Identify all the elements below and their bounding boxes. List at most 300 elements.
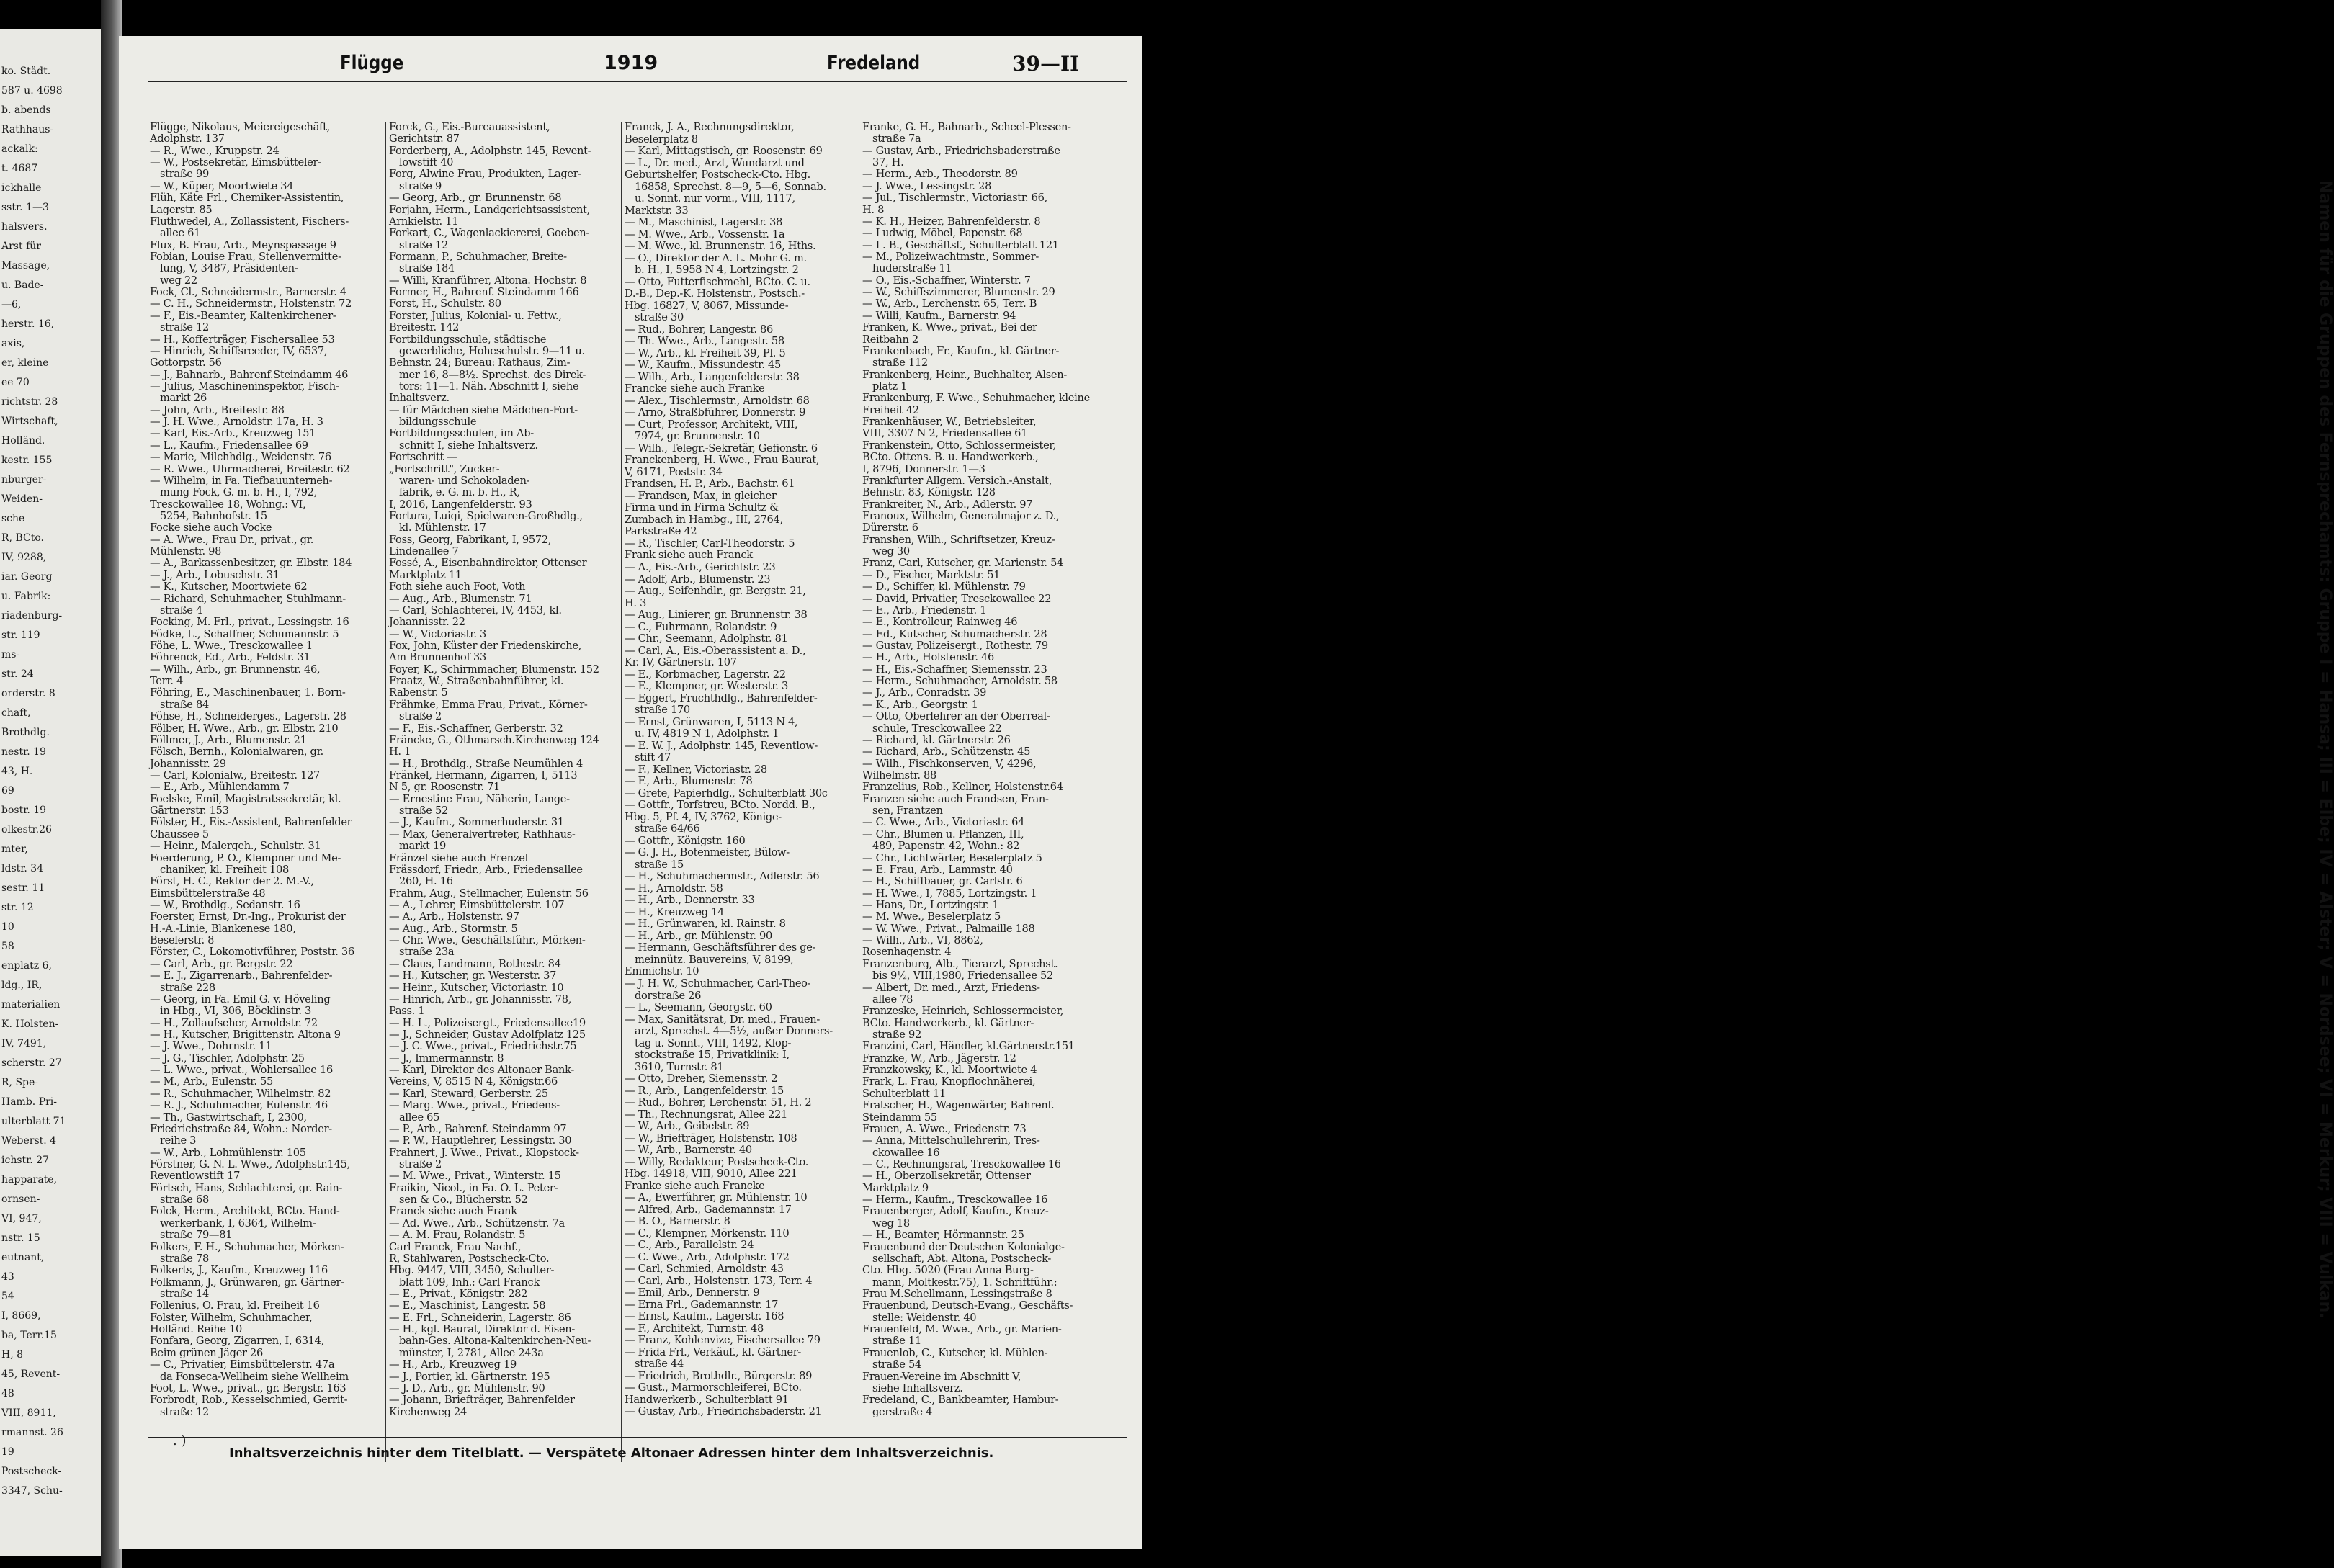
directory-entry-line: — C. Wwe., Arb., Adolphstr. 172 (625, 1250, 790, 1263)
directory-entry-line: — H. L., Polizeisergt., Friedensallee19 (389, 1016, 586, 1029)
directory-entry-line: N 5, gr. Roosenstr. 71 (389, 781, 501, 794)
directory-entry-line: — W., Arb., kl. Freiheit 39, Pl. 5 (625, 346, 786, 359)
directory-entry-line: — C., Klempner, Mörkenstr. 110 (625, 1227, 790, 1240)
directory-entry-line: — L. B., Geschäftsf., Schulterblatt 121 (862, 238, 1059, 251)
directory-entry-line: Freiheit 42 (862, 403, 919, 416)
directory-entry-line: chaniker, kl. Freiheit 108 (160, 863, 289, 876)
directory-entry-line: — E., Kontrolleur, Rainweg 46 (862, 616, 1018, 629)
directory-entry-line: Fortbildungsschule, städtische (389, 333, 547, 346)
directory-entry-line: Tresckowallee 18, Wohng.: VI, (150, 498, 306, 511)
facing-page-text: sche (1, 513, 25, 524)
directory-entry-line: — A., Barkassenbesitzer, gr. Elbstr. 184 (150, 557, 352, 570)
directory-entry-line: Franz, Carl, Kutscher, gr. Marienstr. 54 (862, 557, 1064, 570)
facing-page-text: Rathhaus- (1, 124, 54, 135)
directory-entry-line: Franzenburg, Alb., Tierarzt, Sprechst. (862, 957, 1058, 970)
directory-entry-line: waren- und Schokoladen- (399, 474, 530, 487)
directory-entry-line: H.-A.-Linie, Blankenese 180, (150, 922, 296, 935)
directory-entry-line: Handwerkerb., Schulterblatt 91 (625, 1393, 789, 1406)
facing-page-text: orderstr. 8 (1, 688, 55, 699)
directory-entry-line: straße 78 (160, 1252, 209, 1265)
directory-entry-line: — R. J., Schuhmacher, Eulenstr. 46 (150, 1099, 328, 1112)
facing-page-text: 19 (1, 1446, 14, 1458)
directory-entry-line: Franzen siehe auch Frandsen, Fran- (862, 792, 1049, 805)
directory-column-3 (625, 122, 869, 1462)
directory-entry-line: Flügge, Nikolaus, Meiereigeschäft, (150, 121, 331, 133)
directory-entry-line: Frank siehe auch Franck (625, 549, 753, 562)
directory-entry-line: — Aug., Arb., Stormstr. 5 (389, 922, 518, 935)
directory-entry-line: Zumbach in Hambg., III, 2764, (625, 513, 783, 526)
telephone-groups-note: Namen für die Gruppen des Fernsprechamts: Gruppe I = Hansa; III = Elbe; IV = Alster; V = Nordsee; VI = Merkur; VIII = Vulkan. (2316, 180, 2334, 1319)
directory-column-4 (862, 122, 1107, 1462)
directory-entry-line: — H., Arnoldstr. 58 (625, 882, 723, 895)
directory-entry-line: Focke siehe auch Vocke (150, 521, 272, 534)
directory-entry-line: — F., Eis.-Schaffner, Gerberstr. 32 (389, 722, 563, 735)
directory-entry-line: Forster, Julius, Kolonial- u. Fettw., (389, 309, 562, 322)
directory-entry-line: straße 12 (160, 1405, 209, 1418)
directory-entry-line: Franke siehe auch Francke (625, 1179, 765, 1192)
directory-entry-line: V, 6171, Poststr. 34 (625, 465, 723, 478)
directory-entry-line: — E. Frau, Arb., Lammstr. 40 (862, 863, 1013, 876)
directory-entry-line: — Gottfr., Torfstreu, BCto. Nordd. B., (625, 799, 815, 812)
directory-entry-line: — Karl, Mittagstisch, gr. Roosenstr. 69 (625, 145, 823, 158)
directory-entry-line: Chaussee 5 (150, 828, 209, 841)
directory-entry-line: — W., Victoriastr. 3 (389, 627, 487, 640)
directory-entry-line: Frankenstein, Otto, Schlossermeister, (862, 439, 1056, 452)
directory-entry-line: siehe Inhaltsverz. (872, 1381, 963, 1394)
directory-entry-line: — Alex., Tischlermstr., Arnoldstr. 68 (625, 394, 810, 407)
directory-entry-line: — W., Postsekretär, Eimsbütteler- (150, 156, 321, 169)
directory-entry-line: — E., Arb., Friedenstr. 1 (862, 604, 987, 617)
directory-entry-line: — E., Arb., Mühlendamm 7 (150, 781, 290, 794)
directory-entry-line: — H., Kutscher, gr. Westerstr. 37 (389, 969, 557, 982)
directory-entry-line: Förster, C., Lokomotivführer, Poststr. 36 (150, 946, 354, 959)
directory-entry-line: straße 44 (635, 1358, 684, 1371)
directory-entry-line: Emmichstr. 10 (625, 965, 699, 978)
directory-entry-line: — H., Oberzollsekretär, Ottenser (862, 1170, 1031, 1183)
directory-entry-line: Fortschritt — (389, 451, 457, 464)
directory-entry-line: — W., Kaufm., Missundestr. 45 (625, 359, 781, 372)
directory-entry-line: — Claus, Landmann, Rothestr. 84 (389, 957, 561, 970)
directory-entry-line: — Anna, Mittelschullehrerin, Tres- (862, 1134, 1040, 1147)
directory-entry-line: Schulterblatt 11 (862, 1087, 946, 1100)
directory-entry-line: Fräncke, G., Othmarsch.Kirchenweg 124 (389, 733, 599, 746)
directory-entry-line: Steindamm 55 (862, 1111, 937, 1124)
directory-entry-line: H. 3 (625, 596, 647, 609)
directory-entry-line: Fränzel siehe auch Frenzel (389, 851, 528, 864)
directory-entry-line: — H., Kofferträger, Fischersallee 53 (150, 333, 335, 346)
directory-entry-line: Hbg. 14918, VIII, 9010, Allee 221 (625, 1168, 797, 1181)
directory-entry-line: blatt 109, Inh.: Carl Franck (399, 1276, 540, 1289)
directory-entry-line: — H., Zollaufseher, Arnoldstr. 72 (150, 1016, 318, 1029)
facing-page-text: chaft, (1, 707, 31, 719)
directory-entry-line: — H., Arb., Kreuzweg 19 (389, 1358, 517, 1371)
directory-entry-line: — Ernestine Frau, Näherin, Lange- (389, 792, 570, 805)
directory-entry-line: — A., Ewerführer, gr. Mühlenstr. 10 (625, 1191, 808, 1204)
directory-entry-line: Marktplatz 11 (389, 568, 462, 581)
directory-entry-line: — C. Wwe., Arb., Victoriastr. 64 (862, 816, 1025, 829)
header-rule (148, 81, 1127, 82)
directory-entry-line: Frankreiter, N., Arb., Adlerstr. 97 (862, 498, 1033, 511)
directory-entry-line: — Gustav, Arb., Friedrichsbaderstr. 21 (625, 1405, 822, 1418)
directory-entry-line: — H., Schiffbauer, gr. Carlstr. 6 (862, 875, 1023, 888)
directory-entry-line: — H., kgl. Baurat, Direktor d. Eisen- (389, 1323, 576, 1336)
directory-entry-line: Fox, John, Küster der Friedenskirche, (389, 640, 582, 652)
directory-entry-line: — J. C. Wwe., privat., Friedrichstr.75 (389, 1040, 577, 1053)
directory-entry-line: Förstner, G. N. L. Wwe., Adolphstr.145, (150, 1158, 350, 1170)
directory-entry-line: — Albert, Dr. med., Arzt, Friedens- (862, 981, 1040, 994)
facing-page-text: ms- (1, 649, 20, 660)
facing-page-text: b. abends (1, 104, 51, 116)
directory-entry-line: — F., Arb., Blumenstr. 78 (625, 775, 753, 788)
directory-entry-line: weg 22 (160, 274, 197, 287)
directory-entry-line: — J. Wwe., Lessingstr. 28 (862, 179, 992, 192)
directory-entry-line: — F., Kellner, Victoriastr. 28 (625, 763, 767, 776)
directory-entry-line: arzt, Sprechst. 4—5½, außer Donners- (635, 1025, 833, 1038)
directory-entry-line: Formann, P., Schuhmacher, Breite- (389, 251, 567, 263)
directory-entry-line: — Erna Frl., Gademannstr. 17 (625, 1298, 779, 1311)
directory-entry-line: gerstraße 4 (872, 1405, 932, 1418)
directory-entry-line: Follenius, O. Frau, kl. Freiheit 16 (150, 1299, 320, 1312)
directory-entry-line: Friedrichstraße 84, Wohn.: Norder- (150, 1122, 332, 1135)
directory-entry-line: — H., Brothdlg., Straße Neumühlen 4 (389, 757, 584, 770)
directory-entry-line: meinnütz. Bauvereins, V, 8199, (635, 953, 794, 966)
directory-entry-line: — L., Dr. med., Arzt, Wundarzt und (625, 156, 805, 169)
directory-entry-line: — Jul., Tischlermstr., Victoriastr. 66, (862, 192, 1047, 205)
directory-entry-line: straße 12 (160, 321, 209, 334)
directory-entry-line: — Emil, Arb., Dennerstr. 9 (625, 1286, 760, 1299)
directory-entry-line: — Frida Frl., Verkäuf., kl. Gärtner- (625, 1345, 802, 1358)
facing-page-text: str. 119 (1, 630, 40, 641)
facing-page-text: bostr. 19 (1, 805, 47, 816)
directory-entry-line: Forg, Alwine Frau, Produkten, Lager- (389, 168, 582, 181)
directory-entry-line: — D., Schiffer, kl. Mühlenstr. 79 (862, 581, 1026, 593)
directory-entry-line: straße 184 (399, 262, 455, 275)
facing-page-text: halsvers. (1, 221, 48, 233)
directory-entry-line: — Gottfr., Königstr. 160 (625, 834, 746, 847)
directory-entry-line: Forbrodt, Rob., Kesselschmied, Gerrit- (150, 1394, 348, 1407)
directory-entry-line: — Ernst, Grünwaren, I, 5113 N 4, (625, 715, 798, 728)
directory-entry-line: straße 112 (872, 357, 928, 369)
directory-entry-line: Flüh, Käte Frl., Chemiker-Assistentin, (150, 192, 344, 205)
facing-page-text: nestr. 19 (1, 746, 46, 758)
facing-page-text: ichstr. 27 (1, 1155, 50, 1166)
directory-entry-line: Fluthwedel, A., Zollassistent, Fischers- (150, 215, 349, 228)
directory-entry-line: — W., Arb., Lohmühlenstr. 105 (150, 1146, 306, 1159)
facing-page-text: u. Bade- (1, 279, 44, 291)
facing-page-text: R, Spe- (1, 1077, 39, 1088)
facing-page-text: enplatz 6, (1, 960, 52, 972)
facing-page-text: Massage, (1, 260, 50, 272)
directory-entry-line: straße 2 (399, 1158, 442, 1170)
facing-page-text: Holländ. (1, 435, 45, 447)
directory-entry-line: Franzke, W., Arb., Jägerstr. 12 (862, 1052, 1016, 1065)
directory-entry-line: — Wilhelm, in Fa. Tiefbauunterneh- (150, 474, 333, 487)
directory-entry-line: gewerbliche, Hoheschulstr. 9—11 u. (399, 344, 585, 357)
directory-entry-line: u. IV, 4819 N 1, Adolphstr. 1 (635, 727, 779, 740)
directory-entry-line: Folck, Herm., Architekt, BCto. Hand- (150, 1205, 340, 1218)
directory-entry-line: Hbg. 9447, VIII, 3450, Schulter- (389, 1264, 555, 1277)
directory-entry-line: Geburtshelfer, Postscheck-Cto. Hbg. (625, 169, 810, 182)
directory-entry-line: — G. J. H., Botenmeister, Bülow- (625, 846, 790, 859)
directory-entry-line: schule, Tresckowallee 22 (872, 722, 1002, 735)
directory-entry-line: mann, Moltkestr.75), 1. Schriftführ.: (872, 1276, 1058, 1289)
directory-entry-line: Lindenallee 7 (389, 545, 459, 558)
directory-entry-line: — Julius, Maschineninspektor, Fisch- (150, 380, 339, 393)
directory-entry-line: Franzkowsky, K., kl. Moortwiete 4 (862, 1064, 1037, 1077)
directory-entry-line: — H., Kutscher, Brigittenstr. Altona 9 (150, 1029, 341, 1041)
directory-entry-line: in Hbg., VI, 306, Böcklinstr. 3 (160, 1005, 311, 1018)
directory-entry-line: — L. Wwe., privat., Wohlersallee 16 (150, 1064, 333, 1077)
directory-entry-line: — M. Wwe., kl. Brunnenstr. 16, Hths. (625, 240, 816, 253)
facing-page-text: str. 24 (1, 668, 34, 680)
directory-entry-line: Beselerplatz 8 (625, 133, 698, 145)
directory-entry-line: — J. G., Tischler, Adolphstr. 25 (150, 1052, 305, 1065)
directory-entry-line: BCto. Ottens. B. u. Handwerkerb., (862, 451, 1039, 464)
facing-page-text: H, 8 (1, 1349, 24, 1361)
facing-page-text: sstr. 1—3 (1, 202, 49, 213)
directory-entry-line: — A. M. Frau, Rolandstr. 5 (389, 1229, 526, 1242)
directory-entry-line: u. Sonnt. nur vorm., VIII, 1117, (635, 192, 795, 205)
facing-page-text: Hamb. Pri- (1, 1096, 58, 1108)
directory-entry-line: — E. J., Zigarrenarb., Bahrenfelder- (150, 969, 333, 982)
header-right-keyword: Fredeland (827, 52, 921, 74)
directory-entry-line: — Chr., Blumen u. Pflanzen, III, (862, 828, 1024, 841)
facing-page-text: 43 (1, 1271, 14, 1283)
directory-entry-line: Frauenbund, Deutsch-Evang., Geschäfts- (862, 1299, 1073, 1312)
directory-entry-line: — Wilh., Fischkonserven, V, 4296, (862, 757, 1037, 770)
directory-entry-line: — Gustav, Polizeisergt., Rothestr. 79 (862, 640, 1048, 652)
directory-entry-line: — Aug., Linierer, gr. Brunnenstr. 38 (625, 609, 808, 622)
directory-entry-line: straße 7a (872, 133, 921, 145)
directory-entry-line: — R., Arb., Langenfelderstr. 15 (625, 1084, 784, 1097)
directory-entry-line: — Hinrich, Arb., gr. Johannisstr. 78, (389, 993, 572, 1005)
directory-entry-line: Behnstr. 83, Königstr. 128 (862, 486, 996, 499)
directory-entry-line: — L., Kaufm., Friedensallee 69 (150, 439, 308, 452)
directory-entry-line: — Marg. Wwe., privat., Friedens- (389, 1099, 560, 1112)
directory-entry-line: Föhe, L. Wwe., Tresckowallee 1 (150, 640, 313, 652)
directory-entry-line: — P., Arb., Bahrenf. Steindamm 97 (389, 1122, 567, 1135)
directory-entry-line: Folkers, F. H., Schuhmacher, Mörken- (150, 1240, 344, 1253)
directory-entry-line: Fortbildungsschulen, im Ab- (389, 427, 534, 440)
directory-entry-line: allee 61 (160, 227, 201, 240)
directory-entry-line: sellschaft, Abt. Altona, Postscheck- (872, 1252, 1051, 1265)
directory-entry-line: — Carl, Arb., Holstenstr. 173, Terr. 4 (625, 1274, 813, 1287)
directory-entry-line: 5254, Bahnhofstr. 15 (160, 510, 267, 522)
directory-entry-line: straße 99 (160, 168, 209, 181)
directory-entry-line: weg 30 (872, 545, 910, 558)
directory-entry-line: — Willy, Redakteur, Postscheck-Cto. (625, 1155, 809, 1168)
directory-entry-line: Firma und in Firma Schultz & (625, 501, 779, 514)
directory-entry-line: Fratscher, H., Wagenwärter, Bahrenf. (862, 1099, 1055, 1112)
directory-entry-line: — Ed., Kutscher, Schumacherstr. 28 (862, 627, 1047, 640)
directory-entry-line: Fossé, A., Eisenbahndirektor, Ottenser (389, 557, 587, 570)
directory-entry-line: D.-B., Dep.-K. Holstenstr., Postsch.- (625, 287, 805, 300)
directory-entry-line: straße 54 (872, 1358, 921, 1371)
side-margin-note (1101, 180, 2334, 1390)
directory-entry-line: — H., Arb., Holstenstr. 46 (862, 651, 994, 664)
directory-entry-line: Franzelius, Rob., Kellner, Holstenstr.64 (862, 781, 1063, 794)
directory-entry-line: — Marie, Milchhdlg., Weidenstr. 76 (150, 451, 331, 464)
directory-entry-line: lowstift 40 (399, 156, 454, 169)
directory-entry-line: — Herm., Schuhmacher, Arnoldstr. 58 (862, 675, 1058, 688)
directory-entry-line: — Herm., Arb., Theodorstr. 89 (862, 168, 1018, 181)
directory-entry-line: — E., Klempner, gr. Westerstr. 3 (625, 680, 788, 693)
directory-entry-line: — Franz, Kohlenvize, Fischersallee 79 (625, 1334, 821, 1347)
directory-entry-line: straße 14 (160, 1288, 209, 1300)
directory-entry-line: straße 68 (160, 1193, 209, 1206)
facing-page-text: Weberst. 4 (1, 1135, 57, 1147)
directory-entry-line: Fölsch, Bernh., Kolonialwaren, gr. (150, 745, 323, 758)
directory-entry-line: — Georg, in Fa. Emil G. v. Höveling (150, 993, 331, 1005)
directory-entry-line: Kr. IV, Gärtnerstr. 107 (625, 656, 737, 669)
directory-entry-line: — Richard, kl. Gärtnerstr. 26 (862, 733, 1011, 746)
directory-entry-line: Födke, L., Schaffner, Schumannstr. 5 (150, 627, 339, 640)
directory-entry-line: — Alfred, Arb., Gademannstr. 17 (625, 1203, 792, 1216)
directory-entry-line: — M., Arb., Eulenstr. 55 (150, 1075, 273, 1088)
directory-entry-line: — Willi, Kranführer, Altona. Hochstr. 8 (389, 274, 587, 287)
directory-entry-line: weg 18 (872, 1217, 910, 1229)
directory-entry-line: VIII, 3307 N 2, Friedensallee 61 (862, 427, 1028, 440)
directory-entry-line: — Arno, Straßbführer, Donnerstr. 9 (625, 406, 806, 419)
directory-entry-line: — M. Wwe., Beselerplatz 5 (862, 910, 1001, 923)
directory-entry-line: Franzeske, Heinrich, Schlossermeister, (862, 1005, 1064, 1018)
directory-entry-line: Franck, J. A., Rechnungsdirektor, (625, 121, 795, 133)
facing-page-text: —6, (1, 299, 22, 310)
facing-page-text: nburger- (1, 474, 47, 485)
directory-column-1 (150, 122, 395, 1462)
directory-entry-line: Holländ. Reihe 10 (150, 1323, 243, 1336)
facing-page-text: ickhalle (1, 182, 42, 194)
directory-entry-line: Kirchenweg 24 (389, 1405, 467, 1418)
directory-entry-line: dorstraße 26 (635, 989, 702, 1002)
directory-entry-line: — H., Eis.-Schaffner, Siemensstr. 23 (862, 663, 1047, 676)
directory-entry-line: — W., Arb., Geibelstr. 89 (625, 1120, 750, 1133)
directory-entry-line: Reventlowstift 17 (150, 1170, 241, 1183)
directory-entry-line: — Hermann, Geschäftsführer des ge- (625, 941, 816, 954)
directory-entry-line: Foyer, K., Schirmmacher, Blumenstr. 152 (389, 663, 599, 676)
directory-entry-line: — O., Eis.-Schaffner, Winterstr. 7 (862, 274, 1031, 287)
directory-entry-line: — Richard, Schuhmacher, Stuhlmann- (150, 592, 346, 605)
directory-entry-line: Folkerts, J., Kaufm., Kreuzweg 116 (150, 1264, 328, 1277)
directory-entry-line: Frahnert, J. Wwe., Privat., Klopstock- (389, 1146, 579, 1159)
directory-entry-line: Föhse, H., Schneiderges., Lagerstr. 28 (150, 710, 346, 723)
facing-page-text: happarate, (1, 1174, 58, 1186)
directory-entry-line: — J. H. Wwe., Arnoldstr. 17a, H. 3 (150, 416, 323, 429)
directory-entry-line: mung Fock, G. m. b. H., I, 792, (160, 486, 318, 499)
directory-entry-line: — Karl, Eis.-Arb., Kreuzweg 151 (150, 427, 316, 440)
directory-entry-line: Fölster, H., Eis.-Assistent, Bahrenfelder (150, 816, 352, 829)
directory-entry-line: Beim grünen Jäger 26 (150, 1346, 264, 1359)
facing-page-text: Brothdlg. (1, 727, 50, 738)
directory-entry-line: H. 8 (862, 203, 885, 216)
directory-entry-line: — J. Wwe., Dohrnstr. 11 (150, 1040, 272, 1053)
directory-entry-line: — R., Schuhmacher, Wilhelmstr. 82 (150, 1087, 331, 1100)
directory-entry-line: Behnstr. 24; Bureau: Rathaus, Zim- (389, 357, 571, 369)
directory-entry-line: Forkart, C., Wagenlackiererei, Goeben- (389, 227, 589, 240)
directory-entry-line: — D., Fischer, Marktstr. 51 (862, 568, 1001, 581)
directory-entry-line: Forderberg, A., Adolphstr. 145, Revent- (389, 144, 591, 157)
directory-entry-line: Fredeland, C., Bankbeamter, Hambur- (862, 1394, 1059, 1407)
facing-page-text: I, 8669, (1, 1310, 41, 1322)
facing-page-text: mter, (1, 843, 28, 855)
directory-entry-line: — E. Frl., Schneiderin, Lagerstr. 86 (389, 1311, 571, 1324)
directory-entry-line: Rosenhagenstr. 4 (862, 946, 952, 959)
directory-entry-line: Fränkel, Hermann, Zigarren, I, 5113 (389, 769, 578, 781)
directory-entry-line: Foss, Georg, Fabrikant, I, 9572, (389, 533, 552, 546)
directory-entry-line: — Carl, Schlachterei, IV, 4453, kl. (389, 604, 562, 617)
directory-entry-line: Frauenberger, Adolf, Kaufm., Kreuz- (862, 1205, 1049, 1218)
directory-entry-line: stift 47 (635, 751, 671, 764)
directory-entry-line: — W., Brothdlg., Sedanstr. 16 (150, 899, 300, 911)
directory-entry-line: Beselerstr. 8 (150, 934, 215, 947)
facing-page-text: VIII, 8911, (1, 1407, 56, 1419)
directory-entry-line: mer 16, 8—8½. Sprechst. des Direk- (399, 368, 586, 381)
directory-entry-line: — A., Arb., Holstenstr. 97 (389, 910, 519, 923)
facing-page-text: axis, (1, 338, 25, 349)
directory-entry-line: — Carl, Schmied, Arnoldstr. 43 (625, 1263, 784, 1276)
facing-page-text: ldstr. 34 (1, 863, 44, 874)
directory-entry-line: — Chr., Lichtwärter, Beselerplatz 5 (862, 851, 1042, 864)
directory-entry-line: Reitbahn 2 (862, 333, 918, 346)
directory-entry-line: — Th. Wwe., Arb., Langestr. 58 (625, 335, 784, 348)
directory-entry-line: I, 8796, Donnerstr. 1—3 (862, 462, 985, 475)
directory-entry-line: — E., Maschinist, Langestr. 58 (389, 1299, 546, 1312)
directory-entry-line: tors: 11—1. Näh. Abschnitt I, siehe (399, 380, 579, 393)
facing-page-text: 3347, Schu- (1, 1485, 63, 1497)
directory-entry-line: Frankenhäuser, W., Betriebsleiter, (862, 416, 1037, 429)
directory-entry-line: 7974, gr. Brunnenstr. 10 (635, 430, 760, 443)
directory-entry-line: Carl Franck, Frau Nachf., (389, 1240, 522, 1253)
directory-entry-line: Inhaltsverz. (389, 392, 450, 405)
directory-entry-line: — Carl, Kolonialw., Breitestr. 127 (150, 769, 321, 781)
directory-entry-line: Frauenlob, C., Kutscher, kl. Mühlen- (862, 1346, 1048, 1359)
facing-page-text: Arst für (1, 241, 41, 252)
directory-entry-line: reihe 3 (160, 1134, 197, 1147)
directory-entry-line: straße 23a (399, 946, 455, 959)
directory-entry-line: — W., Arb., Barnerstr. 40 (625, 1144, 752, 1157)
directory-entry-line: — W., Arb., Lerchenstr. 65, Terr. B (862, 297, 1037, 310)
directory-entry-line: münster, I, 2781, Allee 243a (399, 1346, 544, 1359)
directory-entry-line: Am Brunnenhof 33 (389, 651, 486, 664)
directory-entry-line: Marktplatz 9 (862, 1181, 929, 1194)
facing-page-text: ulterblatt 71 (1, 1116, 66, 1127)
directory-entry-line: Franzini, Carl, Händler, kl.Gärtnerstr.151 (862, 1040, 1075, 1053)
directory-entry-line: markt 26 (160, 392, 207, 405)
directory-entry-line: straße 11 (872, 1335, 921, 1348)
directory-entry-line: — Th., Gastwirtschaft, I, 2300, (150, 1111, 307, 1124)
directory-entry-line: — Georg, Arb., gr. Brunnenstr. 68 (389, 192, 562, 205)
directory-entry-line: — H., Arb., Dennerstr. 33 (625, 894, 755, 907)
directory-entry-line: Franck siehe auch Frank (389, 1205, 517, 1218)
directory-entry-line: Hbg. 5, Pf. 4, IV, 3762, Könige- (625, 810, 782, 823)
directory-entry-line: Forck, G., Eis.-Bureauassistent, (389, 121, 550, 133)
directory-entry-line: — Friedrich, Brothdlr., Bürgerstr. 89 (625, 1369, 813, 1382)
directory-entry-line: — H., Beamter, Hörmannstr. 25 (862, 1229, 1024, 1242)
directory-entry-line: Folster, Wilhelm, Schuhmacher, (150, 1311, 313, 1324)
directory-entry-line: — Curt, Professor, Architekt, VIII, (625, 418, 798, 431)
directory-entry-line: 37, H. (872, 156, 904, 169)
directory-entry-line: Breitestr. 142 (389, 321, 460, 334)
directory-entry-line: — H., Grünwaren, kl. Rainstr. 8 (625, 918, 786, 931)
directory-entry-line: — Rud., Bohrer, Lerchenstr. 51, H. 2 (625, 1096, 812, 1109)
directory-entry-line: 3610, Turnstr. 81 (635, 1060, 724, 1073)
facing-page-text: 58 (1, 941, 14, 952)
directory-entry-line: 260, H. 16 (399, 875, 453, 888)
directory-entry-line: Frankenberg, Heinr., Buchhalter, Alsen- (862, 368, 1067, 381)
directory-entry-line: — Frandsen, Max, in gleicher (625, 489, 777, 502)
directory-entry-line: straße 12 (399, 238, 448, 251)
facing-page-text: sestr. 11 (1, 882, 45, 894)
